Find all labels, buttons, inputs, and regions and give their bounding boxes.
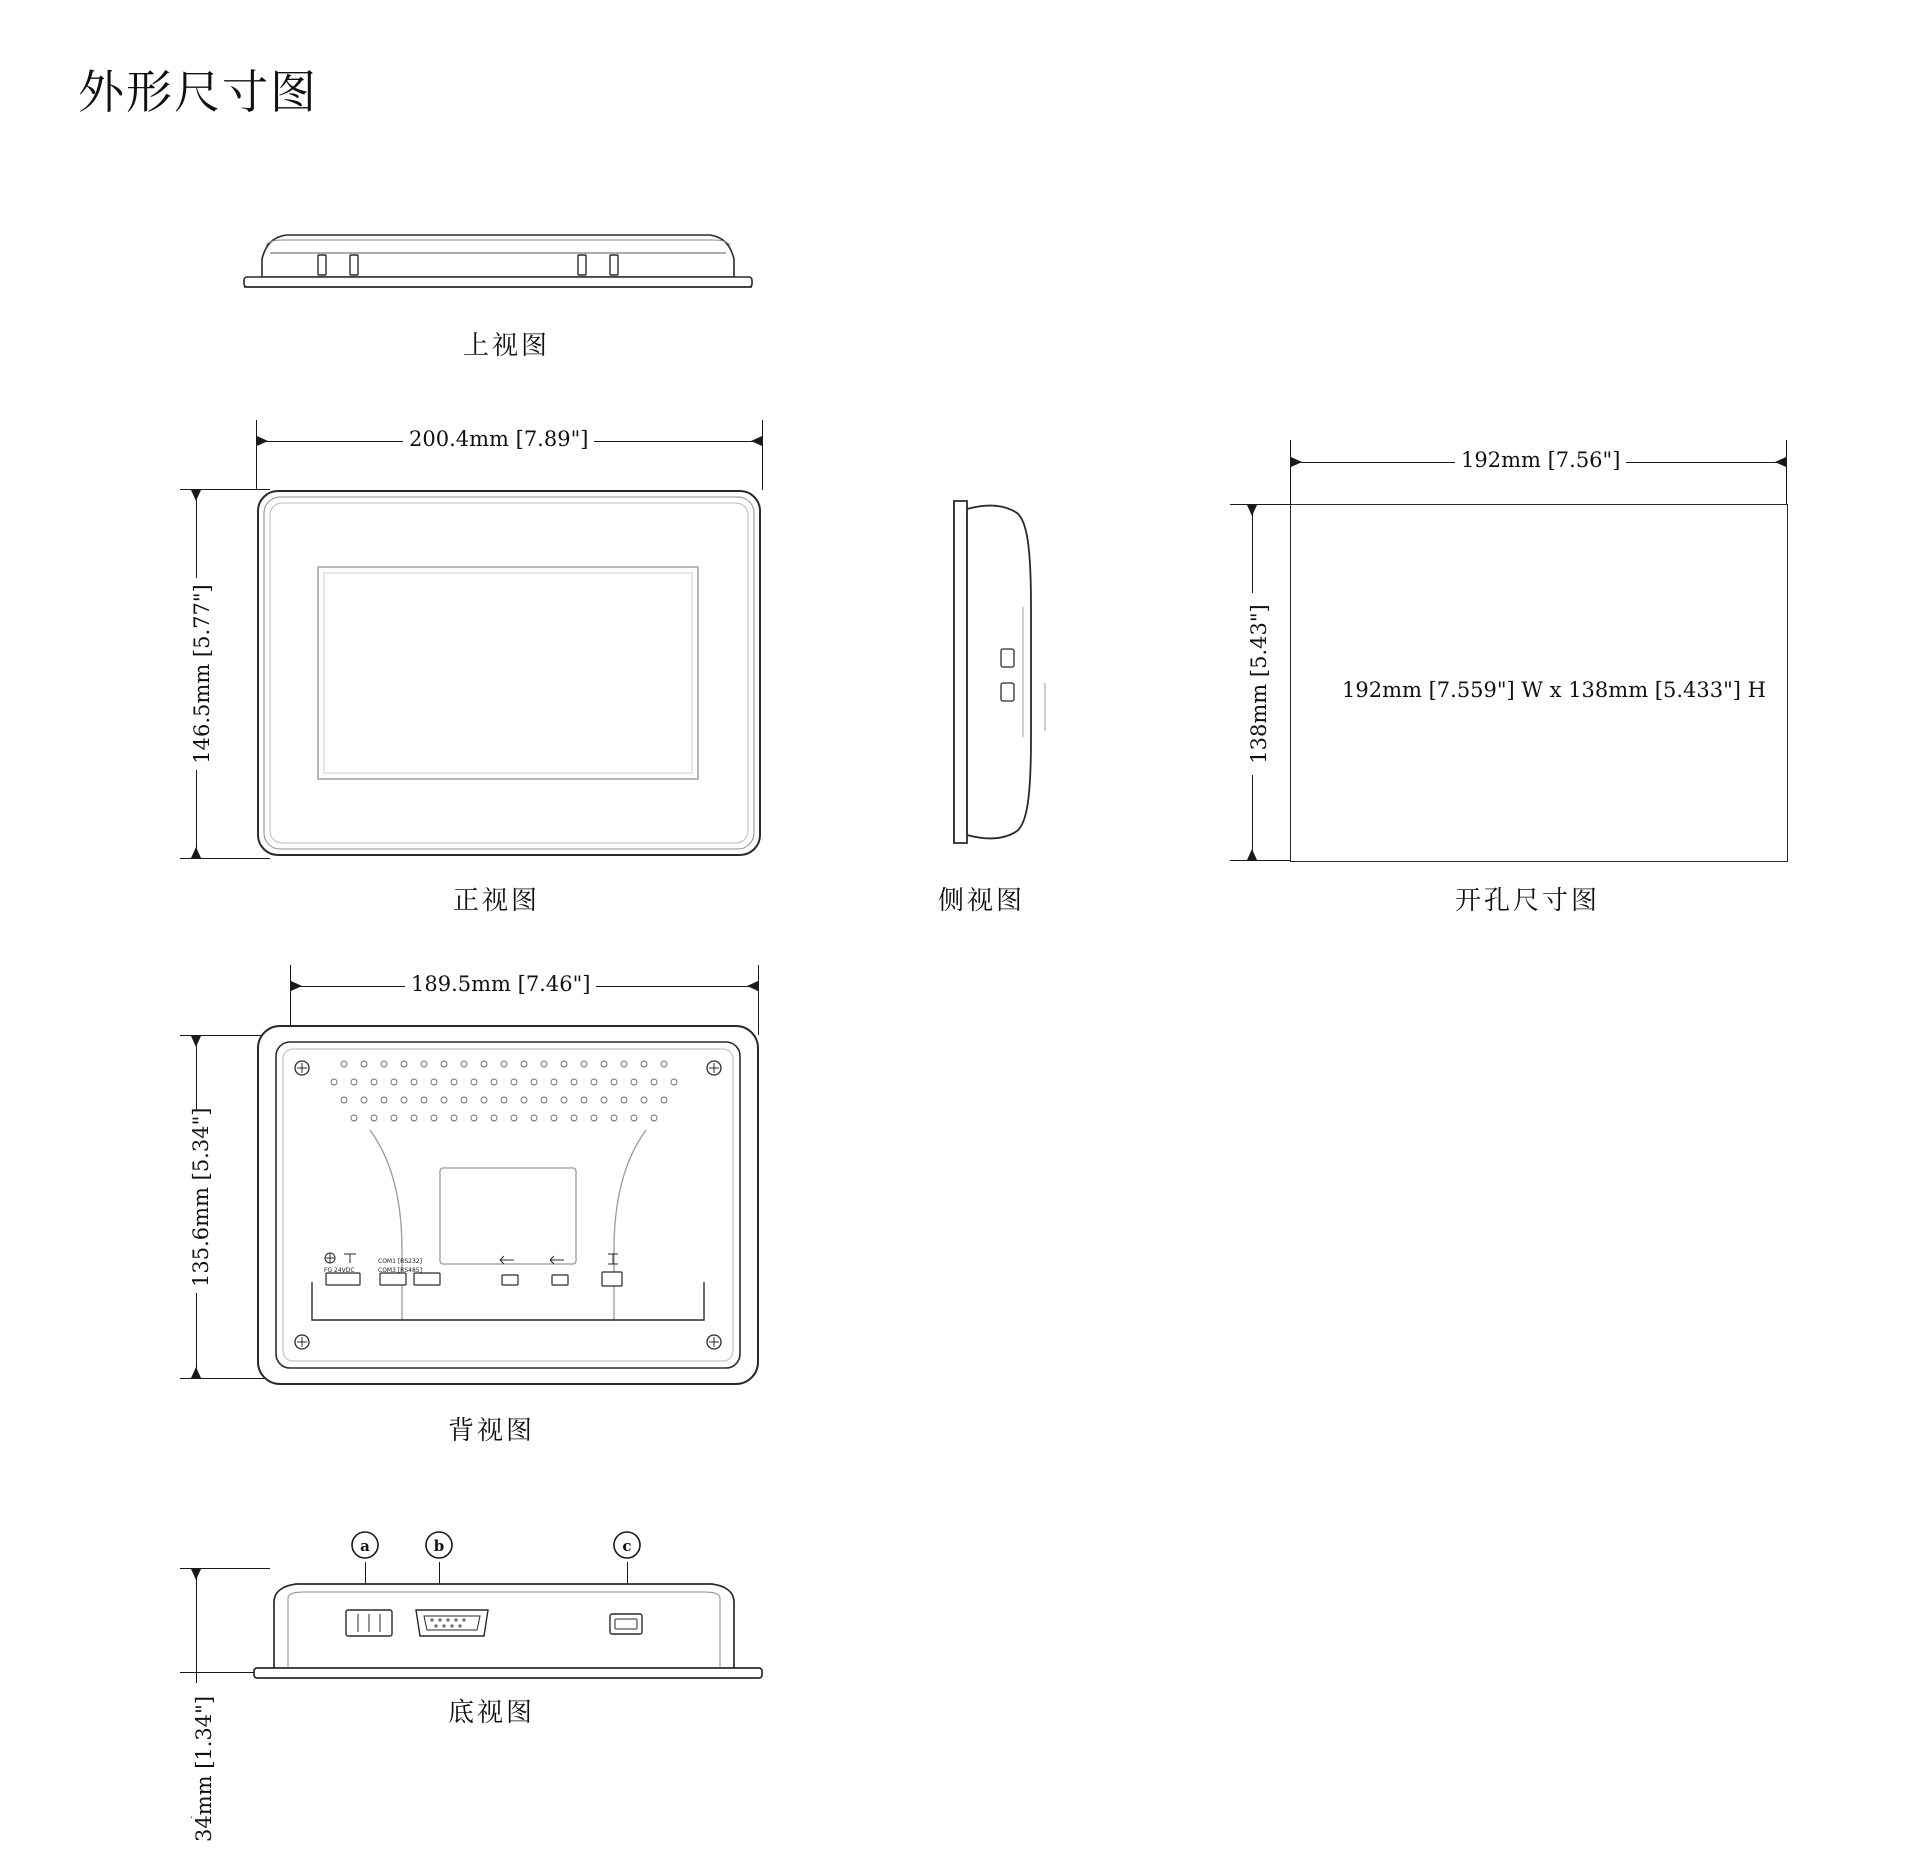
- back-height-arrow-bottom: [191, 1367, 201, 1378]
- front-ext-line-right: [762, 420, 763, 490]
- front-width-label: 200.4mm [7.89"]: [403, 427, 594, 451]
- svg-text:COM3 [RS485]: COM3 [RS485]: [378, 1267, 422, 1274]
- page-title: 外形尺寸图: [78, 65, 318, 119]
- cutout-size-note: 192mm [7.559"] W x 138mm [5.433"] H: [1342, 678, 1766, 702]
- front-height-arrow-bottom: [191, 847, 201, 858]
- view-caption-back: 背视图: [448, 1416, 536, 1446]
- svg-text:c: c: [622, 1537, 632, 1555]
- view-caption-front: 正视图: [453, 886, 541, 916]
- cutout-width-label: 192mm [7.56"]: [1455, 448, 1626, 472]
- cutout-ext-line-right: [1786, 440, 1787, 510]
- back-view-drawing: [252, 1020, 772, 1395]
- cutout-height-arrow-top: [1247, 505, 1257, 516]
- cutout-ext-line-left: [1290, 440, 1291, 510]
- view-caption-side: 侧视图: [938, 886, 1026, 916]
- svg-text:b: b: [433, 1537, 445, 1555]
- top-view-drawing: [240, 215, 760, 315]
- side-view-drawing: [945, 487, 1065, 867]
- back-height-label: 135.6mm [5.34"]: [189, 1111, 213, 1293]
- bottom-callout-a: [348, 1530, 382, 1564]
- cutout-height-arrow-bottom: [1247, 849, 1257, 860]
- back-width-label: 189.5mm [7.46"]: [405, 972, 596, 996]
- svg-text:a: a: [360, 1537, 370, 1555]
- cutout-height-label: 138mm [5.43"]: [1247, 593, 1271, 775]
- front-view-drawing: [256, 489, 766, 861]
- back-width-arrow-right: [747, 981, 758, 991]
- front-width-arrow-right: [751, 436, 762, 446]
- front-width-arrow-left: [257, 436, 268, 446]
- cutout-width-arrow-right: [1775, 457, 1786, 467]
- bottom-height-arrow-top: [191, 1569, 201, 1580]
- view-caption-top: 上视图: [463, 331, 551, 361]
- svg-text:COM1 [RS232]: COM1 [RS232]: [378, 1258, 422, 1265]
- view-caption-bottom: 底视图: [448, 1698, 536, 1728]
- back-width-arrow-left: [291, 981, 302, 991]
- bottom-height-label: 34mm [1.34"]: [192, 1683, 216, 1855]
- cutout-width-arrow-left: [1291, 457, 1302, 467]
- bottom-callout-c: [610, 1530, 644, 1564]
- bottom-view-drawing: [248, 1572, 768, 1682]
- front-ext-line-left: [256, 420, 257, 490]
- front-height-label: 146.5mm [5.77"]: [190, 578, 214, 770]
- svg-text:FG 24VDC: FG 24VDC: [324, 1267, 355, 1274]
- back-height-arrow-top: [191, 1036, 201, 1047]
- front-height-arrow-top: [191, 490, 201, 501]
- bottom-callout-b: [422, 1530, 456, 1564]
- view-caption-cutout: 开孔尺寸图: [1455, 886, 1601, 916]
